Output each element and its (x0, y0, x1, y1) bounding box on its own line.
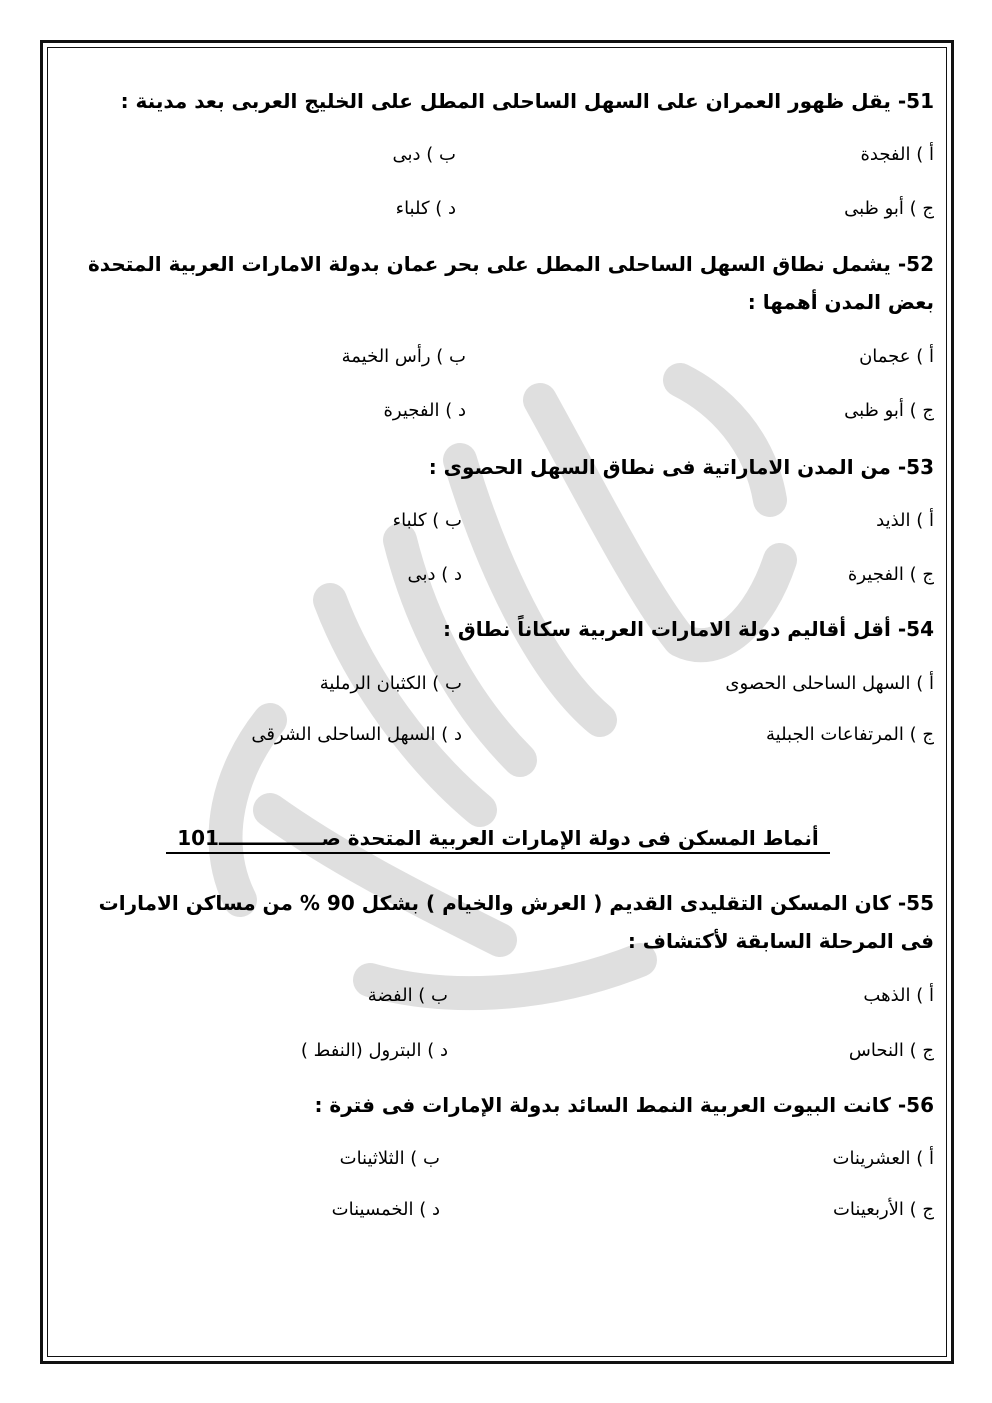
q54-option-b: ب ) الكثبان الرملية (319, 673, 462, 694)
question-55: 55- كان المسكن التقليدى القديم ( العرش والخيام ) بشكل 90 % من مساكن الامارات فى المرحلة السابقة لأكتشاف : (98, 891, 934, 953)
q55-option-c: ج ) النحاس (848, 1040, 934, 1061)
q54-option-c: ج ) المرتفاعات الجبلية (766, 724, 934, 745)
q56-option-a: أ ) العشرينات (832, 1148, 934, 1169)
q56-option-d: د ) الخمسينات (331, 1199, 440, 1220)
q52-option-b: ب ) رأس الخيمة (341, 346, 466, 367)
question-54: 54- أقل أقاليم دولة الامارات العربية سكاناً نطاق : (442, 617, 934, 641)
question-51: 51- يقل ظهور العمران على السهل الساحلى المطل على الخليج العربى بعد مدينة : (120, 89, 934, 113)
q54-option-a: أ ) السهل الساحلى الحصوى (725, 673, 934, 694)
q51-option-d: د ) كلباء (395, 198, 456, 219)
q56-option-b: ب ) الثلاثينات (339, 1148, 440, 1169)
q53-option-a: أ ) الذيد (876, 510, 934, 531)
q53-option-d: د ) دبى (407, 564, 462, 585)
q55-option-d: د ) البترول (النفط ) (300, 1040, 448, 1061)
q52-option-d: د ) الفجيرة (383, 400, 466, 421)
question-52: 52- يشمل نطاق السهل الساحلى المطل على بحر عمان بدولة الامارات العربية المتحدة بعض المدن أهمها : (87, 252, 934, 314)
q52-option-a: أ ) عجمان (859, 346, 934, 367)
q53-option-b: ب ) كلباء (392, 510, 462, 531)
question-53: 53- من المدن الاماراتية فى نطاق السهل الحصوى : (428, 455, 934, 479)
q51-option-b: ب ) دبى (392, 144, 456, 165)
q55-option-a: أ ) الذهب (863, 985, 934, 1006)
q52-option-c: ج ) أبو ظبى (844, 400, 934, 421)
page-border-inner (47, 47, 947, 1357)
q54-option-d: د ) السهل الساحلى الشرقى (251, 724, 462, 745)
q56-option-c: ج ) الأربعينات (832, 1199, 934, 1220)
q51-option-a: أ ) الفجدة (860, 144, 934, 165)
q55-option-b: ب ) الفضة (367, 985, 448, 1006)
q53-option-c: ج ) الفجيرة (847, 564, 934, 585)
question-56: 56- كانت البيوت العربية النمط السائد بدولة الإمارات فى فترة : (314, 1093, 934, 1117)
q51-option-c: ج ) أبو ظبى (844, 198, 934, 219)
section-heading: أنماط المسكن فى دولة الإمارات العربية المتحدة صـــــــــــــــ101 (166, 826, 830, 854)
